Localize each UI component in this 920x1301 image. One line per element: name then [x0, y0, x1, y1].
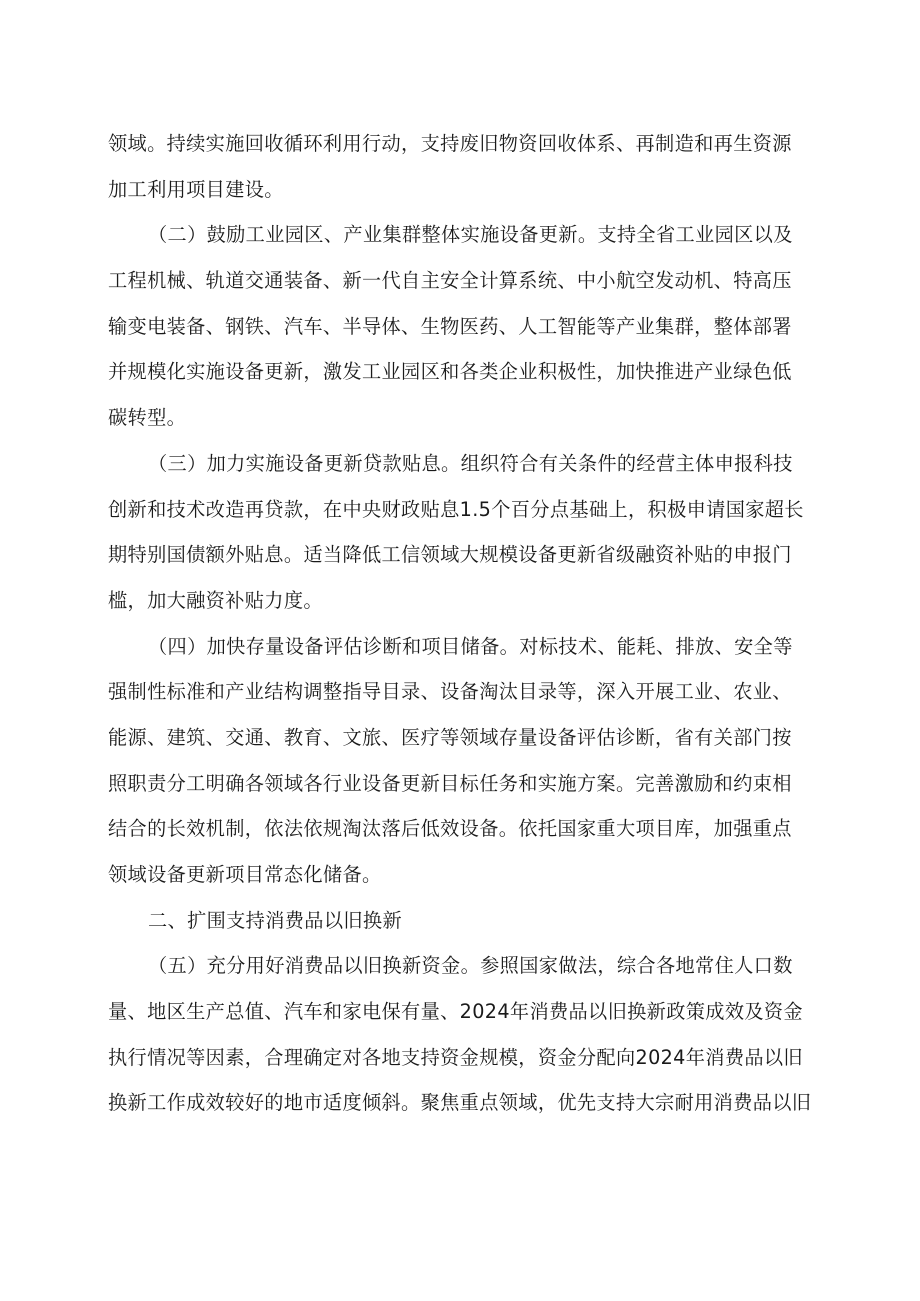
text-line: 照职责分工明确各领域各行业设备更新目标任务和实施方案。完善激励和约束相 — [108, 771, 792, 795]
text-line: 并规模化实施设备更新，激发工业园区和各类企业积极性，加快推进产业绿色低 — [108, 360, 792, 384]
document-body — [108, 121, 820, 1126]
text-line: 碳转型。 — [108, 406, 187, 430]
text-line: （四）加快存量设备评估诊断和项目储备。对标技术、能耗、排放、安全等 — [148, 634, 793, 658]
text-line: 执行情况等因素，合理确定对各地支持资金规模，资金分配向2024年消费品以旧 — [108, 1045, 803, 1069]
text-line: （三）加力实施设备更新贷款贴息。组织符合有关条件的经营主体申报科技 — [148, 451, 793, 475]
text-line: 强制性标准和产业结构调整指导目录、设备淘汰目录等，深入开展工业、农业、 — [108, 680, 792, 704]
text-line: 加工利用项目建设。 — [108, 177, 284, 201]
text-line: 槛，加大融资补贴力度。 — [108, 588, 323, 612]
text-line: 能源、建筑、交通、教育、文旅、医疗等领域存量设备评估诊断，省有关部门按 — [108, 725, 792, 749]
text-line: 领域。持续实施回收循环利用行动，支持废旧物资回收体系、再制造和再生资源 — [108, 132, 792, 155]
text-line: 结合的长效机制，依法依规淘汰落后低效设备。依托国家重大项目库，加强重点 — [108, 817, 792, 841]
text-line: 工程机械、轨道交通装备、新一代自主安全计算系统、中小航空发动机、特高压 — [108, 269, 792, 293]
text-line: （二）鼓励工业园区、产业集群整体实施设备更新。支持全省工业园区以及 — [148, 223, 793, 247]
text-line: 换新工作成效较好的地市适度倾斜。聚焦重点领域，优先支持大宗耐用消费品以旧 — [108, 1091, 812, 1115]
text-line: 创新和技术改造再贷款，在中央财政贴息1.5个百分点基础上，积极申请国家超长 — [108, 497, 804, 521]
text-line: 量、地区生产总值、汽车和家电保有量、2024年消费品以旧换新政策成效及资金 — [108, 1000, 803, 1024]
text-line: 输变电装备、钢铁、汽车、半导体、生物医药、人工智能等产业集群，整体部署 — [108, 314, 792, 338]
text-line: 二、扩围支持消费品以旧换新 — [148, 908, 402, 932]
text-line: 期特别国债额外贴息。适当降低工信领域大规模设备更新省级融资补贴的申报门 — [108, 543, 792, 567]
text-line: （五）充分用好消费品以旧换新资金。参照国家做法，综合各地常住人口数 — [148, 954, 793, 978]
text-line: 领域设备更新项目常态化储备。 — [108, 863, 382, 886]
